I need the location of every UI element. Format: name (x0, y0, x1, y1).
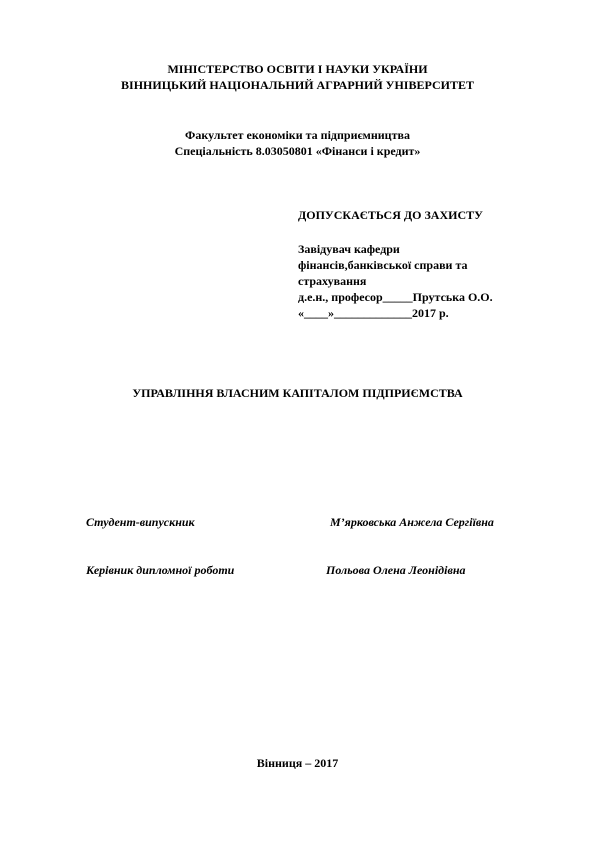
student-name: М’ярковська Анжела Сергіївна (330, 515, 494, 529)
student-label: Студент-випускник (86, 515, 195, 529)
city-year: Вінниця – 2017 (256, 756, 339, 770)
specialty-line: Спеціальність 8.03050801 «Фінанси і кредит» (174, 144, 421, 158)
approval-date-line: «____»_____________2017 р. (298, 306, 449, 320)
supervisor-name: Польова Олена Леонідівна (326, 563, 466, 577)
approval-signature-line: д.е.н., професор_____Прутська О.О. (298, 290, 493, 304)
approval-head-of-department: Завідувач кафедри (298, 242, 400, 256)
approval-title: ДОПУСКАЄТЬСЯ ДО ЗАХИСТУ (298, 208, 483, 222)
approval-department-name: фінансів,банківської справи та (298, 258, 468, 272)
ministry-heading: МІНІСТЕРСТВО ОСВІТИ І НАУКИ УКРАЇНИ (167, 62, 428, 76)
faculty-name: Факультет економіки та підприємництва (185, 128, 410, 142)
supervisor-label: Керівник дипломної роботи (86, 563, 235, 577)
university-heading: ВІННИЦЬКИЙ НАЦІОНАЛЬНИЙ АГРАРНИЙ УНІВЕРСИТЕТ (121, 78, 474, 92)
thesis-title: УПРАВЛІННЯ ВЛАСНИМ КАПІТАЛОМ ПІДПРИЄМСТВА (132, 386, 463, 400)
approval-department-name-cont: страхування (298, 274, 367, 288)
